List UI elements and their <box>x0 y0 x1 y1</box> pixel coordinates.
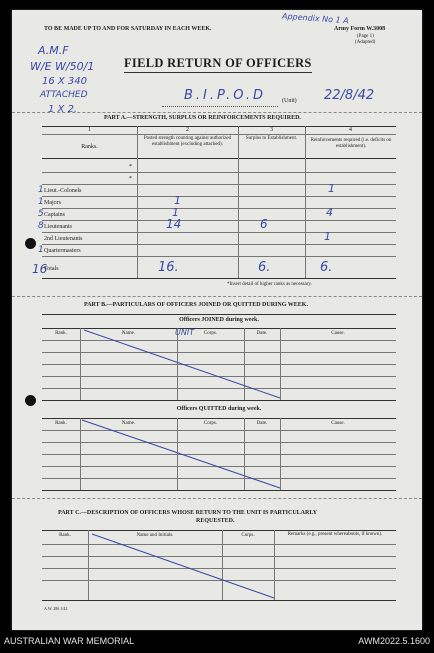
form-title: FIELD RETURN OF OFFICERS <box>124 56 312 73</box>
margin-tally: 8 <box>38 221 44 231</box>
rank-label: Quartermasters <box>44 248 81 254</box>
instruction-text: TO BE MADE UP TO AND FOR SATURDAY IN EACH WEEK. <box>44 26 212 32</box>
army-form-number: Army Form W.3008 <box>334 26 386 32</box>
margin-tally: 1 <box>38 245 44 255</box>
form-sheet <box>12 10 422 630</box>
part-c-title-line2: REQUESTED. <box>196 518 235 524</box>
surplus-value: 6 <box>260 217 268 231</box>
part-c-col-remarks: Remarks (e.g., present whereabouts, if known). <box>287 532 383 537</box>
rank-label: Majors <box>44 200 61 206</box>
total-reinforcements-value: 6. <box>320 260 333 275</box>
print-code: A.W. 286 1/42 <box>44 606 68 611</box>
punch-hole-top <box>25 238 36 249</box>
joined-col-cause: Cause. <box>331 331 345 336</box>
col-number-1: 1 <box>88 127 91 133</box>
quitted-col-corps: Corps. <box>203 421 218 426</box>
col-number-4: 4 <box>349 127 352 133</box>
total-posted-value: 16. <box>158 260 179 275</box>
quitted-col-rank: Rank. <box>55 421 67 426</box>
part-c-col-corps: Corps. <box>241 533 255 538</box>
hand-note-line5: 1 X 2. <box>48 104 78 115</box>
hand-note-line1: A.M.F <box>38 44 69 57</box>
unit-value: B.I.P.O.D <box>184 88 267 103</box>
reinforcements-value: 1 <box>324 230 331 243</box>
part-c-col-name: Name and Initials. <box>136 533 174 538</box>
margin-tally: 1 <box>38 185 44 195</box>
surplus-header: Surplus to Establishment. <box>245 136 298 141</box>
posted-strength-value: 1 <box>172 206 179 219</box>
totals-label: Totals <box>44 266 59 272</box>
joined-col-rank: Rank. <box>55 331 67 336</box>
date-value: 22/8/42 <box>324 88 375 103</box>
unit-label: (Unit) <box>282 98 297 104</box>
footnote: *Insert detail of higher ranks as necessary. <box>227 282 312 287</box>
page-indicator: (Page 1) <box>357 34 374 39</box>
hand-note-line4: ATTACHED <box>40 90 88 100</box>
ranks-header: Ranks. <box>81 144 98 150</box>
appendix-note: Appendix No 1 A <box>281 11 349 26</box>
quitted-title: Officers QUITTED during week. <box>176 406 262 412</box>
punch-hole-bottom <box>25 395 36 406</box>
posted-strength-value: 14 <box>166 217 182 231</box>
part-a-title: PART A.—STRENGTH, SURPLUS OR REINFORCEMENTS REQUIRED. <box>104 115 301 121</box>
posted-strength-header: Posted strength counting against authorized establishment (excluding attached). <box>143 136 232 147</box>
joined-col-name: Name. <box>121 331 136 336</box>
joined-col-date: Date. <box>256 331 268 336</box>
margin-total: 16 <box>32 262 48 276</box>
reinforcements-header: Reinforcements required (i.e. deficits on establishment). <box>310 138 392 149</box>
part-c-col-rank: Rank. <box>59 533 71 538</box>
insert-asterisk-2: * <box>129 176 132 182</box>
insert-asterisk-1: * <box>129 164 132 170</box>
col-number-3: 3 <box>270 127 273 133</box>
hand-note-line3: 16 X 340 <box>42 76 88 87</box>
quitted-col-name: Name. <box>121 421 136 426</box>
part-c-title-line1: PART C.—DESCRIPTION OF OFFICERS WHOSE RETURN TO THE UNIT IS PARTICULARLY <box>58 510 318 516</box>
part-b-title: PART B.—PARTICULARS OF OFFICERS JOINED OR QUITTED DURING WEEK. <box>84 302 308 308</box>
margin-tally: 1 <box>38 197 44 207</box>
margin-tally: 5 <box>38 209 44 219</box>
footer-accession-number: AWM2022.5.1600 <box>358 636 430 646</box>
unit-handwritten: UNIT <box>175 328 195 337</box>
joined-col-corps: Corps. <box>203 331 218 336</box>
adapted-label: (Adapted) <box>355 40 376 45</box>
rank-label: Lieutenants <box>44 224 72 230</box>
quitted-col-cause: Cause. <box>331 421 345 426</box>
footer-institution: AUSTRALIAN WAR MEMORIAL <box>4 636 135 646</box>
hand-note-line2: W/E W/50/1 <box>30 60 95 73</box>
reinforcements-value: 1 <box>328 182 335 195</box>
posted-strength-value: 1 <box>174 194 181 207</box>
rank-label: Captains <box>44 212 65 218</box>
joined-title: Officers JOINED during week. <box>179 317 259 323</box>
col-number-2: 2 <box>186 127 189 133</box>
part-c-strike-line <box>12 10 422 630</box>
rank-label: Lieut.-Colonels <box>44 188 82 194</box>
reinforcements-value: 4 <box>326 206 333 219</box>
total-surplus-value: 6. <box>258 260 271 275</box>
quitted-col-date: Date. <box>256 421 268 426</box>
rank-label: 2nd Lieutenants <box>44 236 83 242</box>
